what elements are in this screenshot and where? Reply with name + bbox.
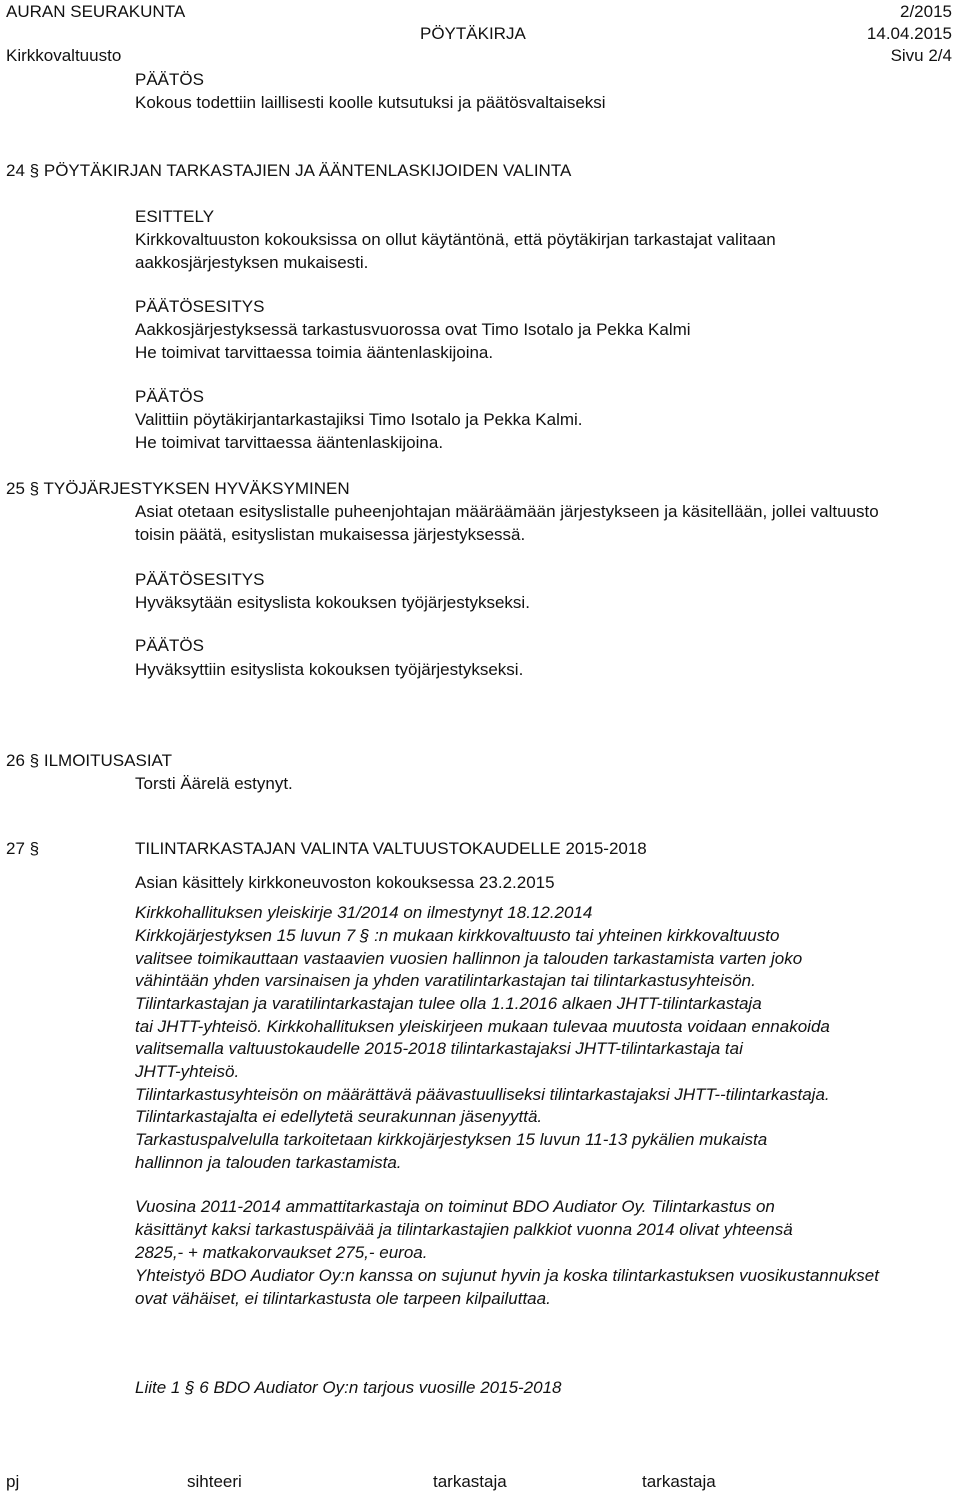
- text-line: Kirkkohallituksen yleiskirje 31/2014 on ilmestynyt 18.12.2014: [135, 903, 593, 922]
- intro-heading: PÄÄTÖS: [135, 70, 204, 89]
- esittely-line: aakkosjärjestyksen mukaisesti.: [135, 253, 369, 272]
- section-subtitle: Asian käsittely kirkkoneuvoston kokouksessa 23.2.2015: [135, 873, 555, 892]
- body-name: Kirkkovaltuusto: [6, 46, 122, 65]
- text-line: Vuosina 2011-2014 ammattitarkastaja on toiminut BDO Audiator Oy. Tilintarkastus on: [135, 1197, 775, 1216]
- section-title: TYÖJÄRJESTYKSEN HYVÄKSYMINEN: [43, 479, 350, 498]
- section-sign: §: [29, 751, 40, 770]
- intro-line: toisin päätä, esityslistan mukaisessa järjestyksessä.: [135, 525, 526, 544]
- paatos-line: Hyväksyttiin esityslista kokouksen työjärjestykseksi.: [135, 660, 524, 679]
- text-line: valitsemalla valtuustokaudelle 2015-2018 tilintarkastajaksi JHTT-tilintarkastaja tai: [135, 1039, 743, 1058]
- meeting-date: 14.04.2015: [866, 24, 952, 43]
- paatos-line: He toimivat tarvittaessa ääntenlaskijoina.: [135, 433, 444, 452]
- page-number: Sivu 2/4: [890, 46, 952, 65]
- section-sign: §: [29, 839, 40, 858]
- section-25-heading: [6, 479, 350, 499]
- esittely-heading: ESITTELY: [135, 207, 215, 226]
- paatos-heading: PÄÄTÖS: [135, 387, 204, 406]
- text-line: ovat vähäiset, ei tilintarkastusta ole tarpeen kilpailuttaa.: [135, 1289, 551, 1308]
- inspector-label: tarkastaja: [433, 1472, 507, 1491]
- ehdotus-line: Aakkosjärjestyksessä tarkastusvuorossa ovat Timo Isotalo ja Pekka Kalmi: [135, 320, 691, 339]
- section-number: 26: [6, 751, 25, 770]
- text-line: Kirkkojärjestyksen 15 luvun 7 § :n mukaan kirkkovaltuusto tai yhteinen kirkkovaltuusto: [135, 926, 780, 945]
- text-line: käsittänyt kaksi tarkastuspäivää ja tilintarkastajien palkkiot vuonna 2014 olivat yhteensä: [135, 1220, 793, 1239]
- intro-line: Asiat otetaan esityslistalle puheenjohtajan määräämään järjestykseen ja käsitellään, jollei valtuusto: [135, 502, 879, 521]
- section-sign: §: [29, 161, 40, 180]
- section-number: 25: [6, 479, 25, 498]
- text-line: tai JHTT-yhteisö. Kirkkohallituksen yleiskirjeen mukaan tulevaa muutosta voidaan ennakoida: [135, 1017, 830, 1036]
- inspector-label: tarkastaja: [642, 1472, 716, 1491]
- attachment-reference: Liite 1 § 6 BDO Audiator Oy:n tarjous vuosille 2015-2018: [135, 1378, 562, 1397]
- text-line: Tarkastuspalvelulla tarkoitetaan kirkkojärjestyksen 15 luvun 11-13 pykälien mukaista: [135, 1130, 768, 1149]
- text-line: Tilintarkastajalta ei edellytetä seurakunnan jäsenyyttä.: [135, 1107, 543, 1126]
- paatos-heading: PÄÄTÖS: [135, 636, 204, 655]
- org-name: AURAN SEURAKUNTA: [6, 2, 186, 21]
- doc-type: PÖYTÄKIRJA: [420, 24, 526, 43]
- section-title: ILMOITUSASIAT: [43, 751, 173, 770]
- text-line: 2825,- + matkakorvaukset 275,- euroa.: [135, 1243, 428, 1262]
- section-27-number: [6, 839, 39, 859]
- ehdotus-heading: PÄÄTÖSESITYS: [135, 297, 265, 316]
- text-line: valitsee toimikauttaan vastaavien vuosien hallinnon ja talouden tarkastamista varten joko: [135, 949, 803, 968]
- secretary-label: sihteeri: [187, 1472, 242, 1491]
- section-24-heading: [6, 161, 571, 181]
- ehdotus-line: He toimivat tarvittaessa toimia ääntenlaskijoina.: [135, 343, 494, 362]
- chair-initials: pj: [6, 1472, 20, 1491]
- intro-text: Kokous todettiin laillisesti koolle kutsutuksi ja päätösvaltaiseksi: [135, 93, 606, 112]
- ehdotus-heading: PÄÄTÖSESITYS: [135, 570, 265, 589]
- section-sign: §: [29, 479, 40, 498]
- section-26-heading: [6, 751, 172, 771]
- section-number: 24: [6, 161, 25, 180]
- section-number: 27: [6, 839, 25, 858]
- section-title: TILINTARKASTAJAN VALINTA VALTUUSTOKAUDELLE 2015-2018: [135, 839, 647, 858]
- text-line: vähintään yhden varsinaisen ja yhden varatilintarkastajan tai tilintarkastusyhteisön.: [135, 971, 756, 990]
- text-line: Tilintarkastajan ja varatilintarkastajan tulee olla 1.1.2016 alkaen JHTT-tilintarkastaja: [135, 994, 762, 1013]
- text-line: hallinnon ja talouden tarkastamista.: [135, 1153, 402, 1172]
- notice-line: Torsti Äärelä estynyt.: [135, 774, 293, 793]
- esittely-line: Kirkkovaltuuston kokouksissa on ollut käytäntönä, että pöytäkirjan tarkastajat valitaan: [135, 230, 776, 249]
- text-line: Tilintarkastusyhteisön on määrättävä päävastuulliseksi tilintarkastajaksi JHTT--tilintarkastaja.: [135, 1085, 830, 1104]
- text-line: JHTT-yhteisö.: [135, 1062, 240, 1081]
- paatos-line: Valittiin pöytäkirjantarkastajiksi Timo Isotalo ja Pekka Kalmi.: [135, 410, 583, 429]
- text-line: Yhteistyö BDO Audiator Oy:n kanssa on sujunut hyvin ja koska tilintarkastuksen vuosikustannukset: [135, 1266, 879, 1285]
- ehdotus-line: Hyväksytään esityslista kokouksen työjärjestykseksi.: [135, 593, 530, 612]
- section-title: PÖYTÄKIRJAN TARKASTAJIEN JA ÄÄNTENLASKIJOIDEN VALINTA: [43, 161, 572, 180]
- doc-number: 2/2015: [900, 2, 952, 21]
